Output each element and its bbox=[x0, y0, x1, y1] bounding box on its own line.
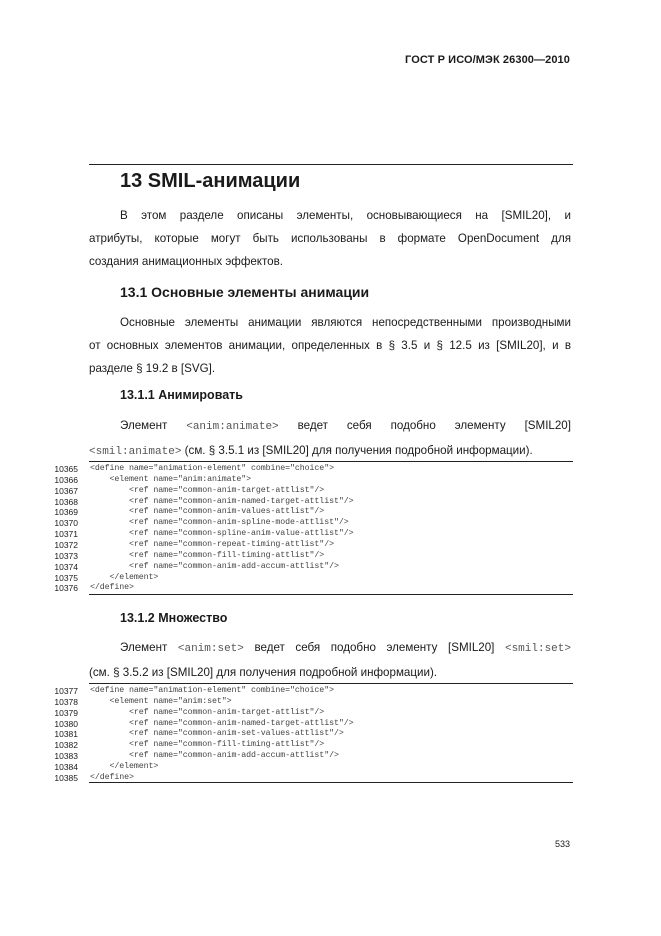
line-number: 10380 bbox=[54, 718, 78, 729]
section-intro-line: создания анимационных эффектов. bbox=[89, 255, 284, 268]
code-text: <ref name="common-fill-timing-attlist"/> bbox=[90, 550, 325, 560]
subsection-intro bbox=[89, 311, 571, 380]
code-text: <element name="anim:animate"> bbox=[90, 474, 252, 484]
subsection-intro-line: от основных элементов анимации, определенных в § 3.5 и § 12.5 из [SMIL20], и в bbox=[89, 339, 571, 352]
animate-title: 13.1.1 Анимировать bbox=[120, 388, 243, 402]
code-text: <ref name="common-fill-timing-attlist"/> bbox=[90, 740, 325, 750]
line-number: 10367 bbox=[54, 485, 78, 496]
code-line bbox=[0, 475, 661, 485]
code-line bbox=[0, 751, 661, 761]
section-intro-line: атрибуты, которые могут быть использованы в формате OpenDocument для bbox=[89, 232, 571, 245]
line-number: 10374 bbox=[54, 561, 78, 572]
code-line bbox=[0, 708, 661, 718]
section-divider bbox=[89, 164, 573, 165]
line-number: 10379 bbox=[54, 707, 78, 718]
code-text: <ref name="common-anim-named-target-attlist"/> bbox=[90, 718, 354, 728]
code-bottom-rule bbox=[89, 782, 573, 783]
animate-description-text: ведет себя подобно элементу [SMIL20] bbox=[297, 419, 571, 432]
subsection-intro-line: разделе § 19.2 в [SVG]. bbox=[89, 362, 216, 375]
section-intro bbox=[89, 204, 571, 273]
code-line bbox=[0, 529, 661, 539]
line-number: 10373 bbox=[54, 550, 78, 561]
line-number: 10368 bbox=[54, 496, 78, 507]
line-number: 10372 bbox=[54, 539, 78, 550]
set-element-word: Элемент bbox=[120, 641, 168, 654]
code-bottom-rule bbox=[89, 594, 573, 595]
code-line bbox=[0, 573, 661, 583]
code-line bbox=[0, 486, 661, 496]
code-text: </define> bbox=[90, 772, 134, 782]
code-line bbox=[0, 562, 661, 572]
subsection-intro-line: Основные элементы анимации являются непосредственными производными bbox=[120, 316, 571, 329]
code-text: <ref name="common-anim-spline-mode-attlist"/> bbox=[90, 518, 349, 528]
anim-animate-code: <anim:animate> bbox=[186, 421, 279, 433]
code-line bbox=[0, 686, 661, 696]
code-line bbox=[0, 697, 661, 707]
animate-reference-text: (см. § 3.5.1 из [SMIL20] для получения подробной информации). bbox=[184, 444, 533, 457]
code-text: <ref name="common-anim-add-accum-attlist"/> bbox=[90, 751, 339, 761]
set-description-text: ведет себя подобно элементу [SMIL20] bbox=[254, 641, 495, 654]
code-text: <define name="animation-element" combine="choice"> bbox=[90, 686, 334, 695]
line-number: 10365 bbox=[54, 464, 78, 474]
line-number: 10383 bbox=[54, 751, 78, 762]
code-text: <ref name="common-anim-set-values-attlist"/> bbox=[90, 729, 344, 739]
code-line bbox=[0, 762, 661, 772]
set-description-line: (см. § 3.5.2 из [SMIL20] для получения подробной информации). bbox=[89, 666, 438, 679]
page-number: 533 bbox=[554, 839, 570, 849]
smil-set-code: <smil:set> bbox=[504, 643, 571, 655]
code-text: </define> bbox=[90, 583, 134, 593]
document-header: ГОСТ Р ИСО/МЭК 26300—2010 bbox=[405, 54, 570, 66]
code-line bbox=[0, 740, 661, 750]
line-number: 10381 bbox=[54, 729, 78, 740]
section-title: 13 SMIL-анимации bbox=[120, 170, 301, 192]
code-text: <define name="animation-element" combine="choice"> bbox=[90, 464, 334, 473]
animate-description bbox=[89, 414, 571, 464]
line-number: 10385 bbox=[54, 772, 78, 783]
code-text: <ref name="common-repeat-timing-attlist"/> bbox=[90, 539, 334, 549]
code-line bbox=[0, 540, 661, 550]
code-top-rule bbox=[89, 461, 573, 462]
code-line bbox=[0, 518, 661, 528]
set-description bbox=[89, 636, 571, 684]
line-number: 10375 bbox=[54, 572, 78, 583]
line-number: 10376 bbox=[54, 583, 78, 594]
code-text: <ref name="common-anim-target-attlist"/> bbox=[90, 485, 325, 495]
code-line bbox=[0, 551, 661, 561]
line-number: 10377 bbox=[54, 686, 78, 696]
section-intro-line: В этом разделе описаны элементы, основывающиеся на [SMIL20], и bbox=[120, 209, 571, 222]
code-line bbox=[0, 497, 661, 507]
line-number: 10382 bbox=[54, 740, 78, 751]
code-text: <ref name="common-anim-add-accum-attlist"/> bbox=[90, 561, 339, 571]
code-line bbox=[0, 729, 661, 739]
line-number: 10366 bbox=[54, 474, 78, 485]
code-top-rule bbox=[89, 683, 573, 684]
code-line bbox=[0, 719, 661, 729]
line-number: 10371 bbox=[54, 529, 78, 540]
code-text: </element> bbox=[90, 572, 159, 582]
code-line bbox=[0, 507, 661, 517]
animate-element-word: Элемент bbox=[120, 419, 168, 432]
code-text: </element> bbox=[90, 761, 159, 771]
line-number: 10369 bbox=[54, 507, 78, 518]
code-line bbox=[0, 583, 661, 593]
subsection-title: 13.1 Основные элементы анимации bbox=[120, 284, 370, 300]
line-number: 10370 bbox=[54, 518, 78, 529]
line-number: 10378 bbox=[54, 696, 78, 707]
animate-description-line bbox=[89, 414, 571, 439]
anim-set-code: <anim:set> bbox=[177, 643, 244, 655]
code-text: <ref name="common-spline-anim-value-attlist"/> bbox=[90, 529, 354, 539]
line-number: 10384 bbox=[54, 761, 78, 772]
set-description-line bbox=[89, 636, 571, 661]
set-title: 13.1.2 Множество bbox=[120, 611, 228, 625]
smil-animate-code: <smil:animate> bbox=[89, 446, 182, 458]
code-line bbox=[0, 464, 661, 474]
code-text: <ref name="common-anim-target-attlist"/> bbox=[90, 707, 325, 717]
code-text: <ref name="common-anim-named-target-attlist"/> bbox=[90, 496, 354, 506]
code-text: <ref name="common-anim-values-attlist"/> bbox=[90, 507, 325, 517]
code-text: <element name="anim:set"> bbox=[90, 696, 232, 706]
